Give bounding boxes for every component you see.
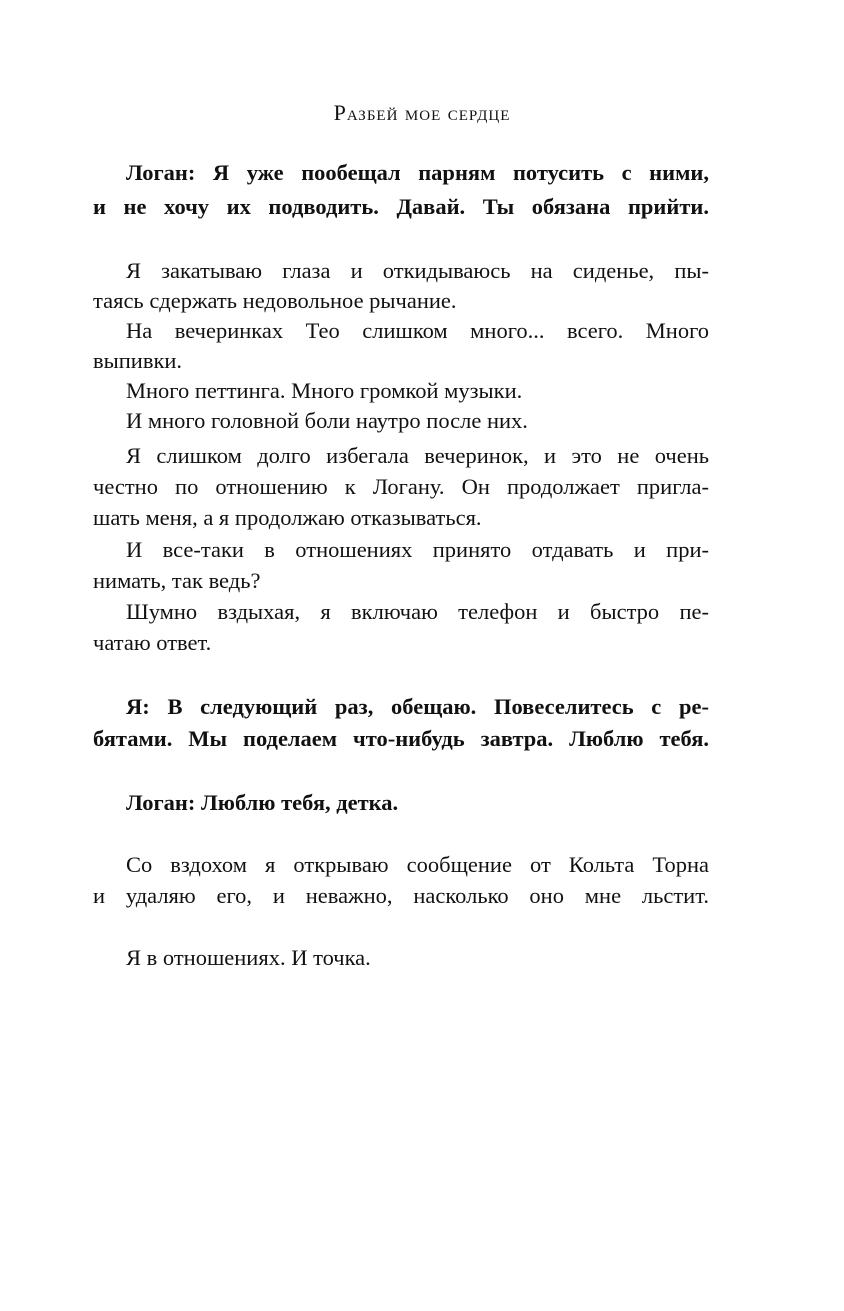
text-line: бятами. Мы поделаем что-нибудь завтра. Люблю тебя.: [93, 726, 709, 751]
text-line: чатаю ответ.: [93, 630, 212, 655]
text-line: Я слишком долго избегала вечеринок, и это не очень: [126, 443, 709, 468]
text-line: и не хочу их подводить. Давай. Ты обязана прийти.: [93, 194, 709, 219]
text-line: И все-таки в отношениях принято отдавать и при-: [126, 537, 709, 562]
text-line: честно по отношению к Логану. Он продолжает пригла-: [93, 474, 709, 499]
text-line: шать меня, а я продолжаю отказываться.: [93, 505, 482, 530]
text-line: Шумно вздыхая, я включаю телефон и быстро пе-: [126, 599, 709, 624]
text-line: и удаляю его, и неважно, насколько оно мне льстит.: [93, 883, 709, 908]
text-line: выпивки.: [93, 348, 183, 373]
text-line: таясь сдержать недовольное рычание.: [93, 288, 457, 313]
running-head: Разбей мое сердце: [333, 100, 511, 125]
text-line: Со вздохом я открываю сообщение от Кольта Торна: [126, 852, 709, 877]
text-line: На вечеринках Тео слишком много... всего. Много: [126, 318, 709, 343]
text-line: Много петтинга. Много громкой музыки.: [126, 378, 523, 403]
text-line: Я: В следующий раз, обещаю. Повеселитесь с ре-: [126, 694, 709, 719]
text-line: Логан: Я уже пообещал парням потусить с ними,: [126, 160, 709, 185]
text-line: Я в отношениях. И точка.: [126, 945, 371, 970]
text-line: Я закатываю глаза и откидываюсь на сиденье, пы-: [126, 258, 709, 283]
text-line: Логан: Люблю тебя, детка.: [126, 790, 399, 815]
text-line: И много головной боли наутро после них.: [126, 408, 528, 433]
text-line: нимать, так ведь?: [93, 568, 261, 593]
